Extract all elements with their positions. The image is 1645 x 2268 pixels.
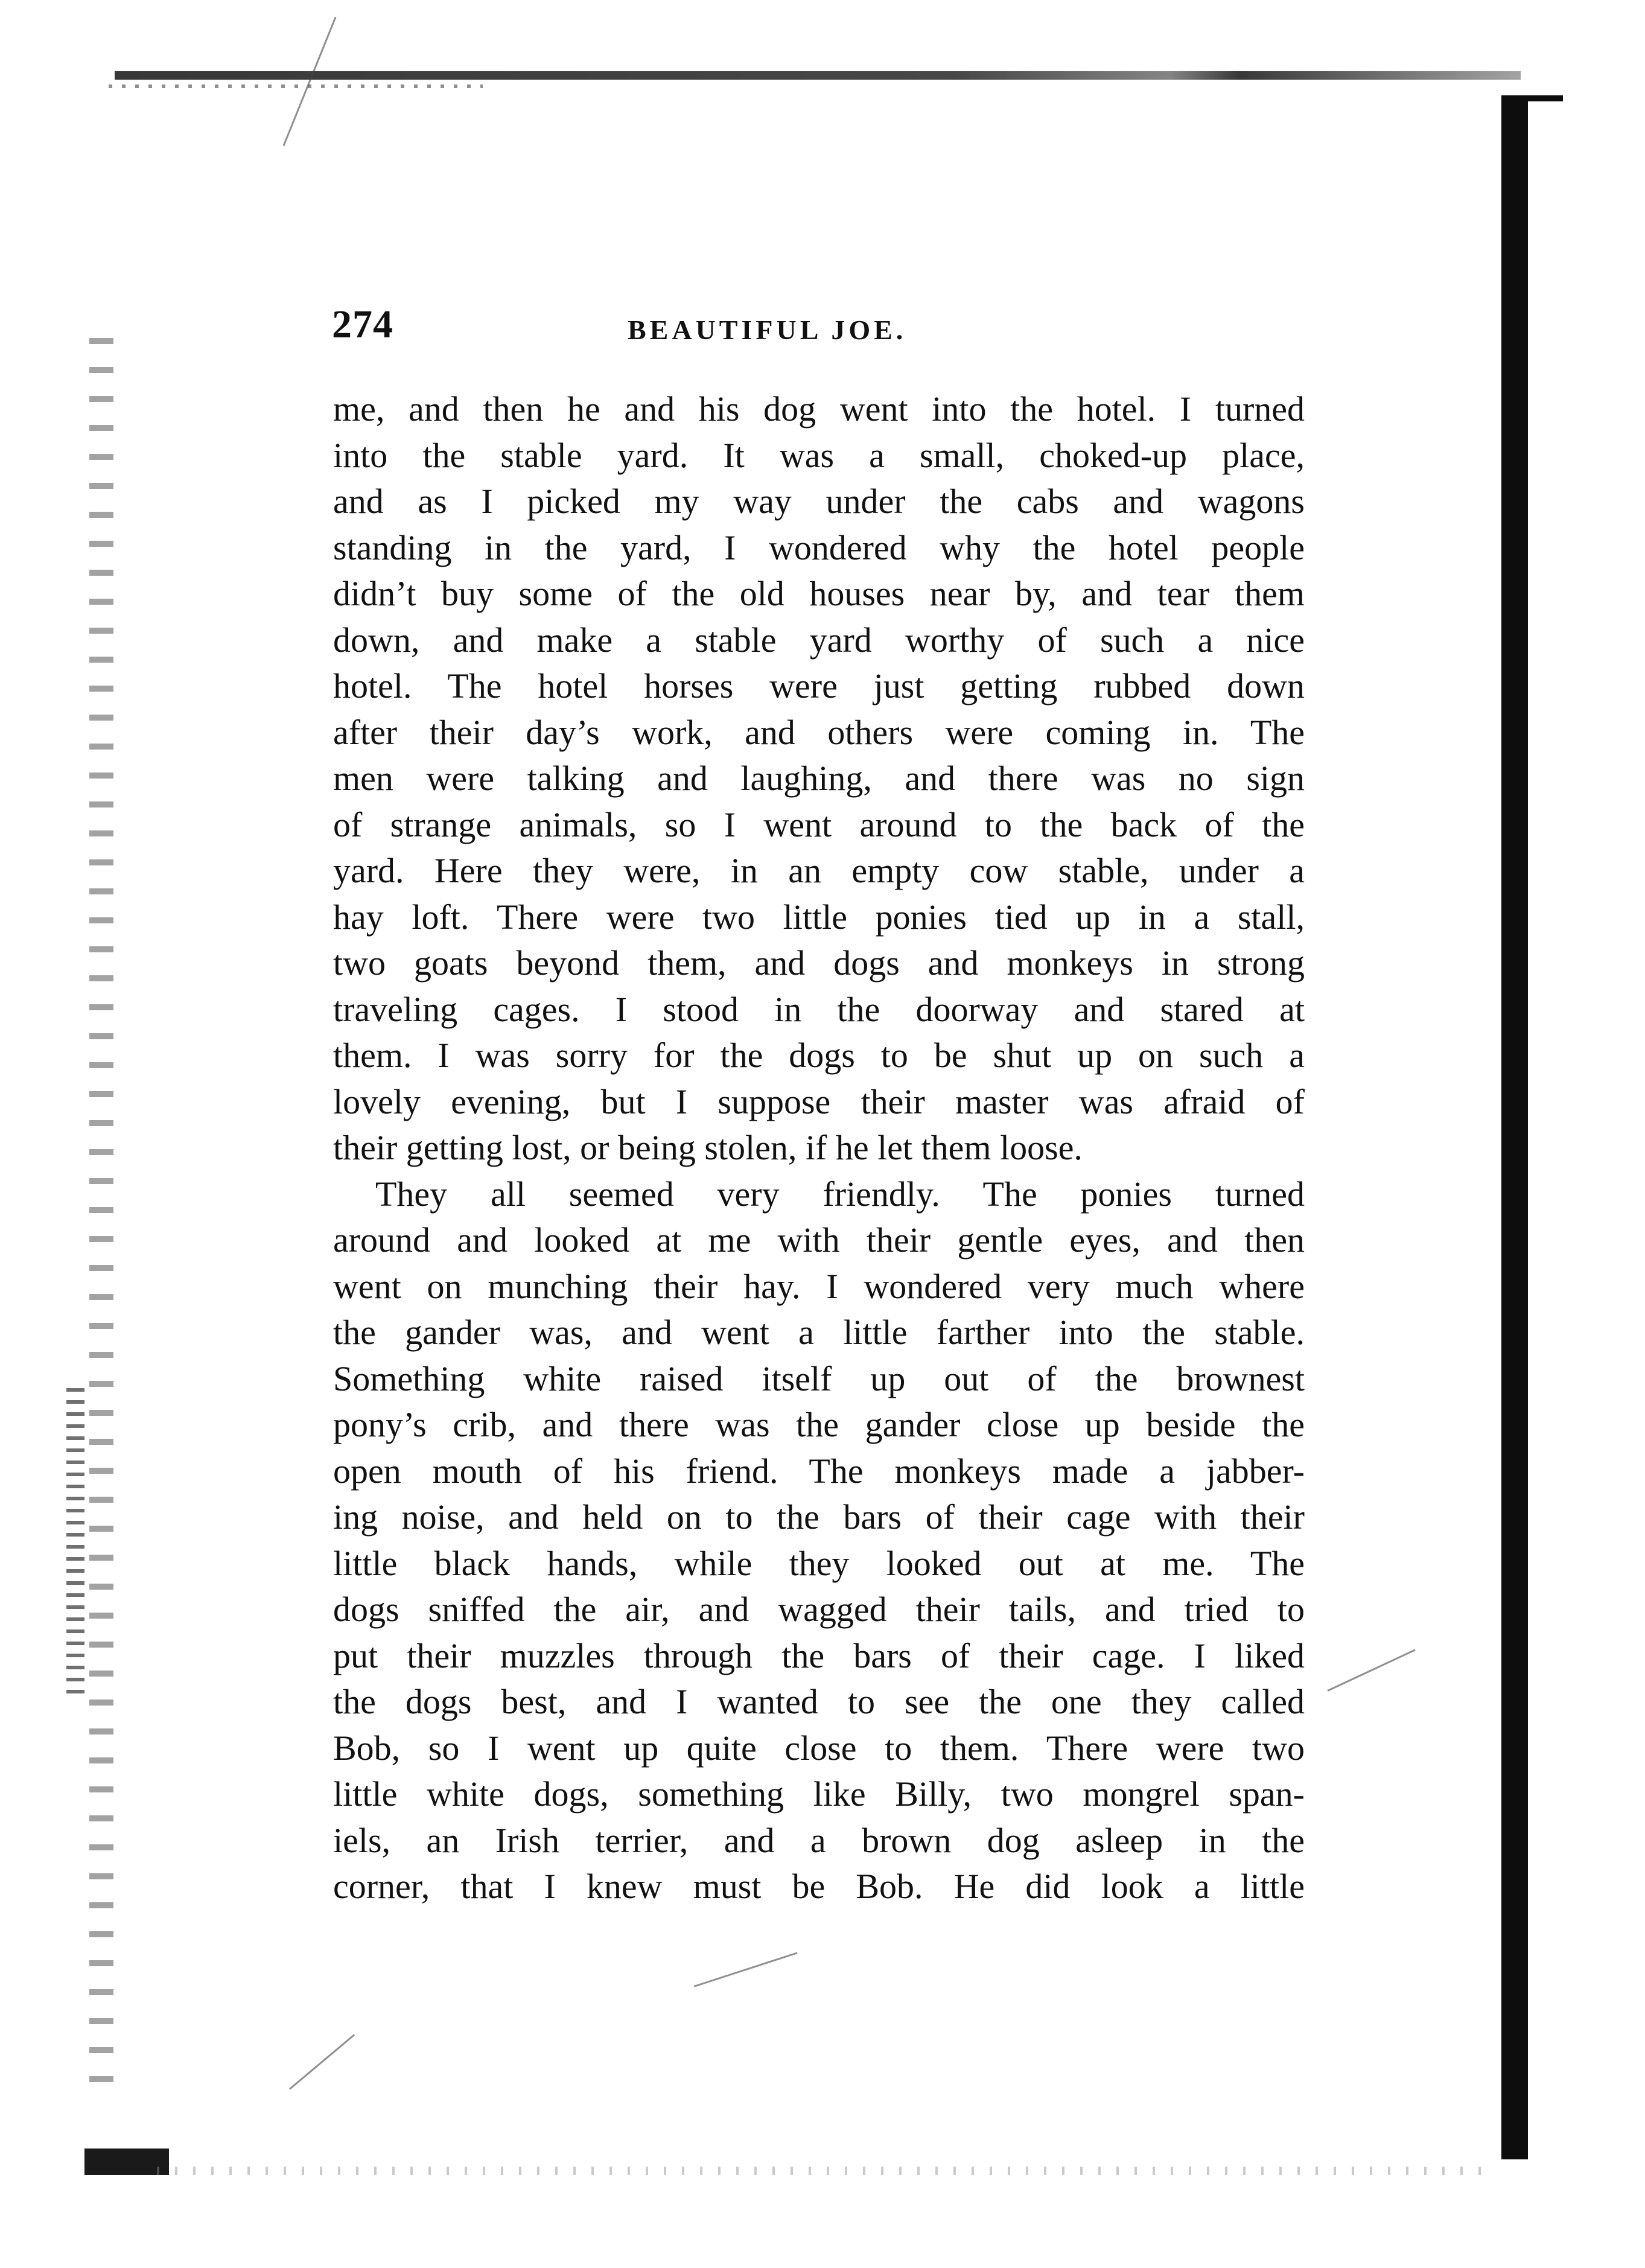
scan-speckle bbox=[109, 84, 483, 88]
text-line: hotel. The hotel horses were just getting rubbed down bbox=[333, 666, 1305, 706]
text-line: Bob, so I went up quite close to them. There were two bbox=[333, 1728, 1305, 1768]
text-line: traveling cages. I stood in the doorway and stared at bbox=[333, 989, 1305, 1029]
text-line: me, and then he and his dog went into the hotel. I turned bbox=[333, 389, 1305, 428]
text-line: around and looked at me with their gentle eyes, and then bbox=[333, 1220, 1305, 1260]
text-line: standing in the yard, I wondered why the hotel people bbox=[333, 527, 1305, 567]
text-line: their getting lost, or being stolen, if he let them loose. bbox=[333, 1128, 1083, 1167]
scan-scribble bbox=[283, 17, 337, 146]
page-header bbox=[332, 302, 1316, 356]
scan-right-edge-bar bbox=[1501, 95, 1528, 2159]
running-head: BEAUTIFUL JOE. bbox=[628, 314, 907, 345]
text-line: dogs sniffed the air, and wagged their tails, and tried to bbox=[333, 1590, 1305, 1629]
text-line: open mouth of his friend. The monkeys made a jabber- bbox=[333, 1451, 1305, 1491]
text-line: after their day’s work, and others were coming in. The bbox=[333, 712, 1305, 752]
text-line: the dogs best, and I wanted to see the one they called bbox=[333, 1682, 1305, 1721]
text-line: went on munching their hay. I wondered very much where bbox=[333, 1266, 1305, 1306]
scan-bottom-noise bbox=[157, 2167, 1484, 2175]
text-line: men were talking and laughing, and there was no sign bbox=[333, 759, 1305, 798]
text-line: the gander was, and went a little farther into the stable. bbox=[333, 1313, 1305, 1352]
text-line: little black hands, while they looked out at me. The bbox=[333, 1543, 1305, 1583]
scan-scribble bbox=[694, 1952, 798, 1987]
scan-bottom-smudge bbox=[84, 2149, 169, 2175]
text-line: ing noise, and held on to the bars of their cage with their bbox=[333, 1497, 1305, 1537]
text-line: little white dogs, something like Billy, two mongrel span- bbox=[333, 1774, 1305, 1814]
scan-scribble bbox=[1327, 1649, 1415, 1692]
text-line: Something white raised itself up out of the brownest bbox=[333, 1359, 1305, 1398]
text-line: put their muzzles through the bars of their cage. I liked bbox=[333, 1636, 1305, 1675]
body-text bbox=[333, 386, 1305, 1910]
scan-right-edge-cap bbox=[1521, 95, 1563, 101]
scan-left-margin-marks-lower bbox=[66, 1388, 84, 1702]
text-line: two goats beyond them, and dogs and monkeys in strong bbox=[333, 943, 1305, 983]
scan-left-margin-marks bbox=[89, 338, 113, 2088]
text-line: them. I was sorry for the dogs to be shut up on such a bbox=[333, 1036, 1305, 1075]
text-line: iels, an Irish terrier, and a brown dog asleep in the bbox=[333, 1820, 1305, 1860]
text-line: down, and make a stable yard worthy of such a nice bbox=[333, 620, 1305, 660]
text-line: They all seemed very friendly. The ponies turned bbox=[375, 1174, 1305, 1214]
text-line: lovely evening, but I suppose their master was afraid of bbox=[333, 1081, 1305, 1121]
text-line: didn’t buy some of the old houses near by, and tear them bbox=[333, 574, 1305, 613]
text-line: into the stable yard. It was a small, choked-up place, bbox=[333, 435, 1305, 475]
text-line: pony’s crib, and there was the gander close up beside the bbox=[333, 1405, 1305, 1444]
scan-top-rule bbox=[115, 71, 1521, 80]
text-line: corner, that I knew must be Bob. He did look a little bbox=[333, 1867, 1305, 1906]
text-line: of strange animals, so I went around to the back of the bbox=[333, 804, 1305, 844]
page-number: 274 bbox=[332, 302, 393, 346]
scan-scribble bbox=[289, 2034, 355, 2089]
text-line: yard. Here they were, in an empty cow stable, under a bbox=[333, 851, 1305, 890]
text-line: and as I picked my way under the cabs and wagons bbox=[333, 482, 1305, 521]
text-line: hay loft. There were two little ponies tied up in a stall, bbox=[333, 897, 1305, 937]
